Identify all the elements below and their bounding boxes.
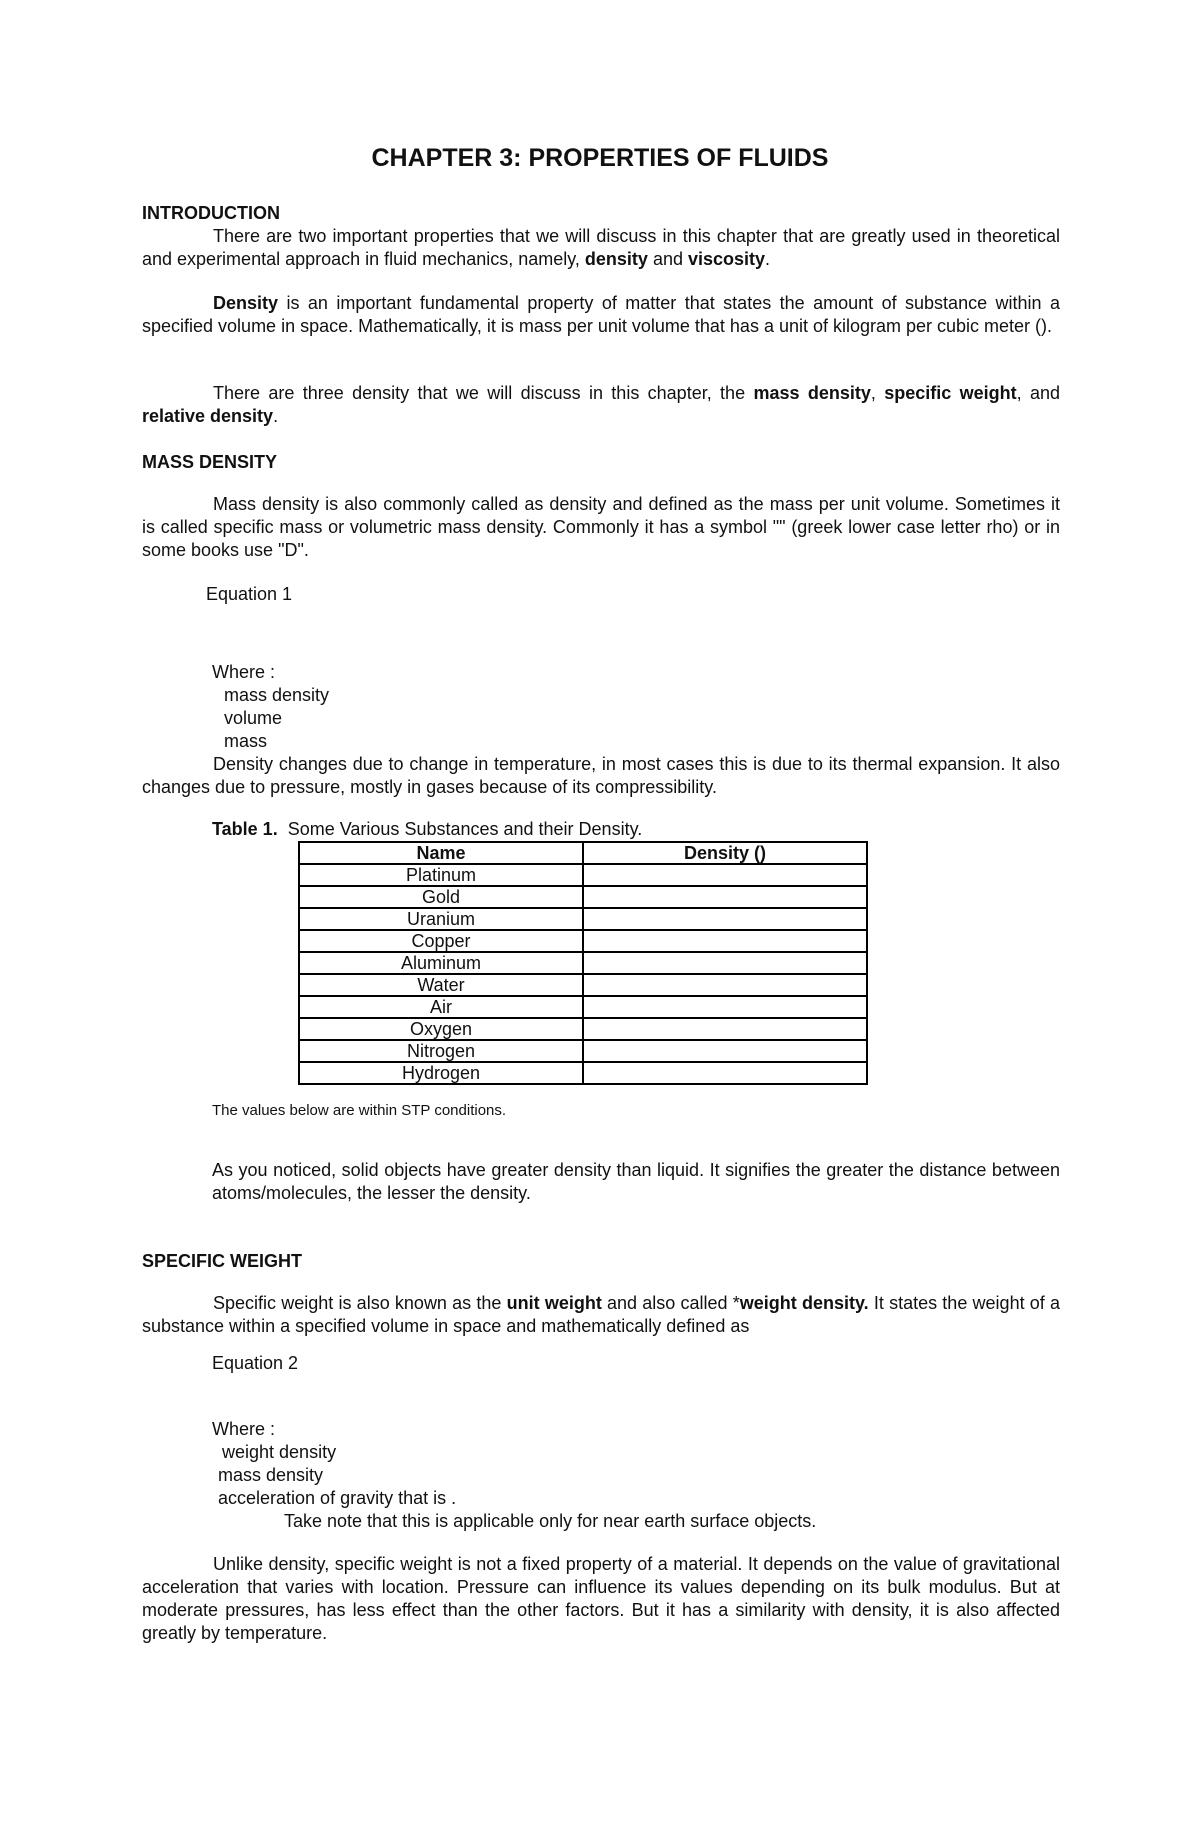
equation-1-label: Equation 1 (206, 584, 293, 604)
bold-term: relative density (142, 406, 274, 426)
text: , and (1016, 383, 1060, 403)
substance-name: Nitrogen (299, 1040, 583, 1062)
density-value (583, 930, 867, 952)
substance-name: Aluminum (299, 952, 583, 974)
stp-note: The values below are within STP conditions. (212, 1102, 507, 1119)
density-value (583, 996, 867, 1018)
text: is an important fundamental property of matter that states the amount of substance within a specified volume in space. Mathematically, it is mass per unit volume that has a unit of kilogram per cubic meter (). (142, 293, 1060, 336)
table-row (299, 1018, 867, 1040)
text: . (273, 406, 279, 426)
where-item: mass density (224, 685, 330, 705)
table-row (299, 886, 867, 908)
table-row (299, 974, 867, 996)
mass-density-paragraph-1: Mass density is also commonly called as density and defined as the mass per unit volume. Sometimes it is called specific mass or volumetric mass density. Commonly it has a symbol "" (greek lower case letter rho) or in some books use "D". (142, 494, 1060, 560)
substance-name: Platinum (299, 864, 583, 886)
text: There are two important properties that we will discuss in this chapter that are greatly used in theoretical and experimental approach in fluid mechanics, namely, (142, 226, 1060, 269)
table-row (299, 1062, 867, 1084)
substance-name: Hydrogen (299, 1062, 583, 1084)
where-label: Where : (212, 662, 276, 682)
density-value (583, 952, 867, 974)
specific-weight-paragraph-2: Unlike density, specific weight is not a fixed property of a material. It depends on the value of gravitational acceleration that varies with location. Pressure can influence its values depending on its bulk modulus. But at moderate pressures, has less effect than the other factors. But it has a similarity with density, it is also affected greatly by temperature. (142, 1554, 1060, 1643)
where-note: Take note that this is applicable only for near earth surface objects. (284, 1511, 817, 1531)
where-label: Where : (212, 1419, 276, 1439)
mass-density-paragraph-3: As you noticed, solid objects have greater density than liquid. It signifies the greater the distance between atoms/molecules, the lesser the density. (212, 1160, 1060, 1203)
density-value (583, 886, 867, 908)
density-value (583, 1018, 867, 1040)
chapter-title: CHAPTER 3: PROPERTIES OF FLUIDS (371, 144, 829, 172)
density-value (583, 864, 867, 886)
substance-name: Copper (299, 930, 583, 952)
where-item: volume (224, 708, 283, 728)
text: and also called * (601, 1293, 740, 1313)
density-value (583, 974, 867, 996)
text: It states the weight of a substance within a specified volume in space and mathematically defined as (142, 1293, 1061, 1336)
substance-name: Gold (299, 886, 583, 908)
density-value (583, 1040, 867, 1062)
text: and (647, 249, 688, 269)
text: Specific weight is also known as the (213, 1293, 507, 1313)
substance-name: Air (299, 996, 583, 1018)
bold-term: viscosity (688, 249, 766, 269)
intro-paragraph-3 (142, 382, 1060, 428)
mass-density-paragraph-2: Density changes due to change in temperature, in most cases this is due to its thermal expansion. It also changes due to pressure, mostly in gases because of its compressibility. (142, 754, 1060, 797)
table-row (299, 864, 867, 886)
table-label: Table 1. (212, 819, 278, 839)
specific-weight-heading: SPECIFIC WEIGHT (142, 1251, 303, 1271)
column-header-name: Name (299, 842, 583, 864)
substance-name: Water (299, 974, 583, 996)
intro-paragraph-2 (142, 292, 1060, 338)
table-row (299, 1040, 867, 1062)
mass-density-heading: MASS DENSITY (142, 452, 278, 472)
density-value (583, 908, 867, 930)
text: . (765, 249, 771, 269)
bold-term: specific weight (884, 383, 1017, 403)
substance-name: Oxygen (299, 1018, 583, 1040)
table-row (299, 996, 867, 1018)
text: There are three density that we will discuss in this chapter, the (213, 383, 754, 403)
caption-text: Some Various Substances and their Density. (287, 819, 643, 839)
specific-weight-paragraph-1 (142, 1292, 1060, 1338)
table-row (299, 952, 867, 974)
table-caption (212, 818, 642, 841)
text: , (870, 383, 885, 403)
bold-term: mass density (753, 383, 871, 403)
bold-term: weight density. (739, 1293, 869, 1313)
density-table (298, 841, 868, 1085)
substance-name: Uranium (299, 908, 583, 930)
where-item: acceleration of gravity that is . (218, 1488, 457, 1508)
intro-heading: INTRODUCTION (142, 203, 280, 223)
where-item: mass density (218, 1465, 324, 1485)
bold-term: density (584, 249, 648, 269)
table-row (299, 930, 867, 952)
density-value (583, 1062, 867, 1084)
column-header-density: Density () (583, 842, 867, 864)
bold-term: unit weight (506, 1293, 602, 1313)
bold-term: Density (213, 293, 279, 313)
where-item: weight density (222, 1442, 337, 1462)
intro-paragraph-1 (142, 225, 1060, 271)
table-row (299, 908, 867, 930)
where-item: mass (224, 731, 268, 751)
table-header-row (299, 842, 867, 864)
equation-2-label: Equation 2 (212, 1353, 299, 1373)
